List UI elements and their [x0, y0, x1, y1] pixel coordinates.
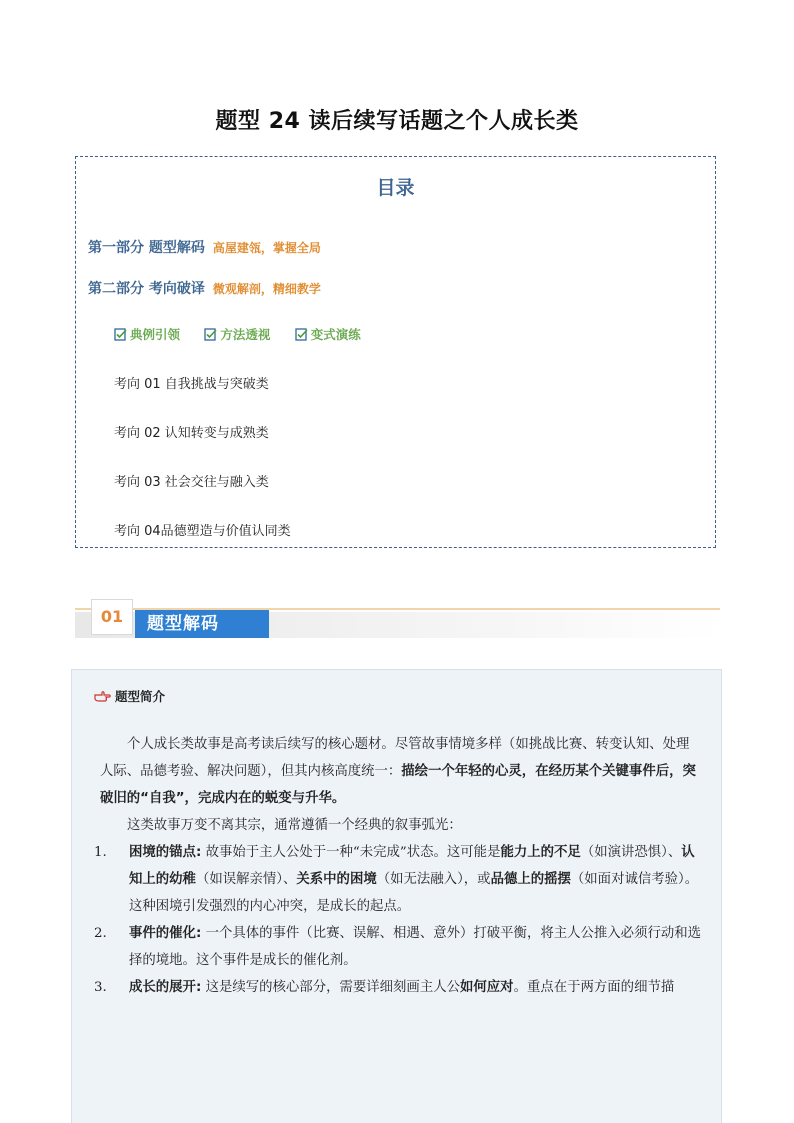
list-item: 2. 事件的催化: 一个具体的事件（比赛、误解、相遇、意外）打破平衡，将主人公推入必须行动和选择的境地。这个事件是成长的催化剂。 [94, 926, 702, 968]
toc-heading: 目录 [376, 177, 415, 199]
toc-part-1[interactable] [88, 237, 321, 257]
toc-part-2[interactable] [88, 278, 321, 298]
toc-item[interactable]: 考向 03 社会交往与融入类 [114, 475, 269, 490]
table-of-contents [75, 156, 716, 548]
list-item: 3. 成长的展开: 这是续写的核心部分，需要详细刻画主人公如何应对。重点在于两方面的细节描 [94, 980, 675, 995]
toc-tags [114, 325, 381, 344]
section-number: 01 [91, 599, 133, 635]
toc-tag[interactable]: 典例引领 [114, 325, 180, 343]
checkbox-icon [295, 328, 308, 341]
page-title: 题型 24 读后续写话题之个人成长类 [215, 109, 579, 134]
toc-part-slogan: 高屋建瓴，掌握全局 [212, 241, 321, 255]
intro-paragraph: 这类故事万变不离其宗，通常遵循一个经典的叙事弧光： [127, 818, 462, 833]
intro-title: 题型简介 [94, 687, 165, 705]
toc-item[interactable]: 考向 02 认知转变与成熟类 [114, 426, 269, 441]
checkbox-icon [204, 328, 217, 341]
intro-box [71, 669, 722, 1123]
toc-part-label: 第二部分 考向破译 [88, 281, 205, 297]
intro-paragraph: 个人成长类故事是高考读后续写的核心题材。尽管故事情境多样（如挑战比赛、转变认知、处理人际、品德考验、解决问题），但其内核高度统一：描绘一个年轻的心灵，在经历某个关键事件后，突破旧的“自我”，完成内在的蜕变与升华。 [100, 737, 696, 806]
toc-tag[interactable]: 方法透视 [204, 325, 270, 343]
toc-item[interactable]: 考向 01 自我挑战与突破类 [114, 377, 269, 392]
toc-part-slogan: 微观解剖，精细教学 [212, 282, 321, 296]
section-label: 题型解码 [135, 610, 269, 638]
pointing-hand-icon [94, 689, 112, 703]
toc-part-label: 第一部分 题型解码 [88, 240, 205, 256]
toc-tag[interactable]: 变式演练 [295, 325, 361, 343]
toc-item[interactable]: 考向 04品德塑造与价值认同类 [114, 524, 291, 539]
list-item: 1. 困境的锚点: 故事始于主人公处于一种“未完成”状态。这可能是能力上的不足（如演讲恐惧）、认知上的幼稚（如误解亲情）、关系中的困境（如无法融入），或品德上的摇摆（如面对诚信考验）。这种困境引发强烈的内心冲突，是成长的起点。 [94, 845, 699, 914]
section-header [75, 598, 720, 642]
checkbox-icon [114, 328, 127, 341]
